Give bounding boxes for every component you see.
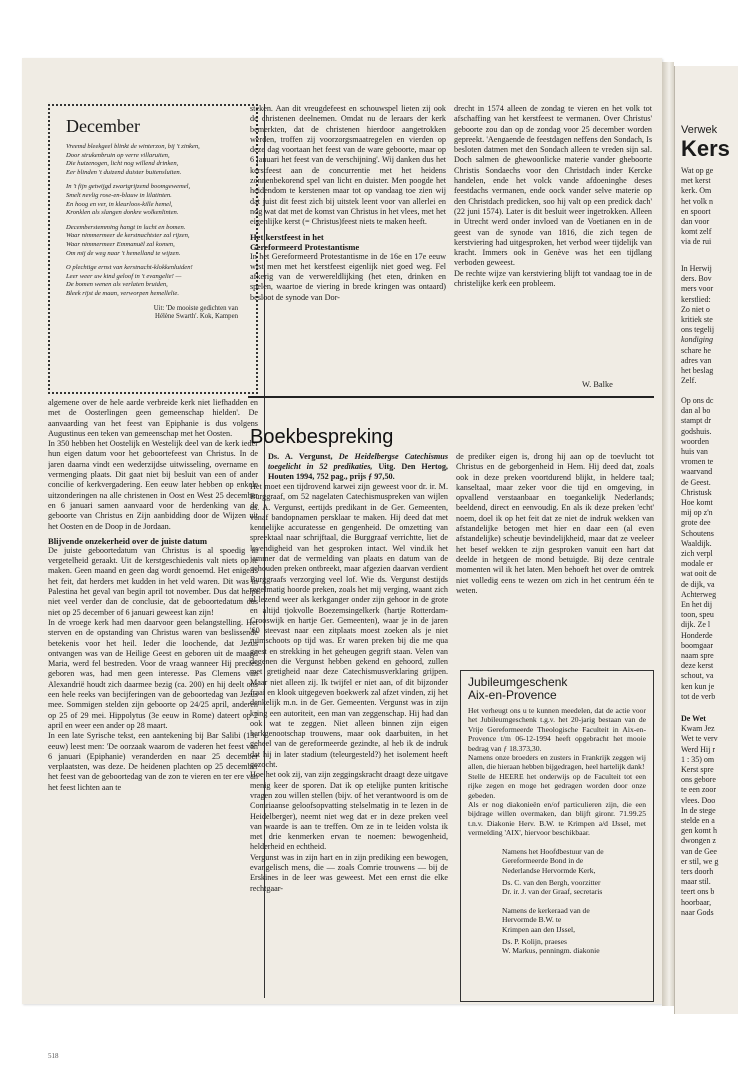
text-line: te een zoor <box>681 785 717 795</box>
text-line: het volk n <box>681 196 713 206</box>
text-line: toon, speu <box>681 610 714 620</box>
poem-credit-line: Hélène Swarth'. Kok, Kampen <box>155 313 238 321</box>
section-heading: Blijvende onzekerheid over de juiste datum <box>48 535 208 546</box>
poem-line: Leer weer uw kind geloof in 't evangelie! — <box>66 272 182 280</box>
text-line: vromen te <box>681 457 714 467</box>
text-line: Kwam Jez <box>681 724 715 734</box>
next-page-fragment <box>674 66 738 1014</box>
poem-line: De bomen wenen als verlaten bruiden, <box>66 281 168 289</box>
column-3-text <box>454 104 652 364</box>
signature-line: Dr. ir. J. van der Graaf, secretaris <box>502 887 603 897</box>
book-author: Ds. A. Vergunst, <box>268 452 339 461</box>
text-line: met kerst <box>681 176 711 186</box>
page-number: 518 <box>48 1052 59 1060</box>
poem-stanza <box>66 224 248 258</box>
poem-line: Decemberstemming hangt in lucht en bomen. <box>66 223 186 231</box>
poem-line: Die huizenogen, licht nog willend drinken, <box>66 160 179 168</box>
book-review-column-1 <box>250 452 448 1000</box>
text-line: dijk. Ze l <box>681 620 711 630</box>
signature-line: Namens de kerkeraad van de <box>502 905 590 915</box>
next-page-text <box>681 396 717 702</box>
text-line: schare he <box>681 345 711 355</box>
text-line: modale er <box>681 559 713 569</box>
text-line: Zo niet o <box>681 304 710 314</box>
signature-block <box>502 847 646 897</box>
text-line: via de rui <box>681 237 712 247</box>
text-line: wat ooit de <box>681 569 717 579</box>
next-page-kicker: Verwek <box>681 124 718 136</box>
text-line: kritiek ste <box>681 315 713 325</box>
book-gutter <box>662 62 674 1006</box>
column-1-text <box>48 398 258 998</box>
book-citation <box>250 452 448 482</box>
poem-line: En hoog en ver, in kleurloos-kille hemel, <box>66 200 173 208</box>
section-rule <box>248 396 654 398</box>
poem-title: December <box>66 116 140 136</box>
text-line: en spoort <box>681 206 711 216</box>
paragraph: Het verheugt ons u te kunnen meedelen, dat de actie voor het Jubileumgeschenk t.g.v. het 20-jarig bestaan van de Vrije Gereformeerde Theologische Faculteit in Aix-en-Provence t/m 06-12-1994 heeft opgebracht het mooie bedrag van ƒ 18.373,30. <box>468 706 646 753</box>
poem-line: Om mij de weg naar 't hemelland te wijzen. <box>66 249 181 257</box>
text-line: Christusk <box>681 487 712 497</box>
poem-line: Bleek rijst de maan, verworpen hemellelie. <box>66 289 179 297</box>
text-line: naam spre <box>681 651 714 661</box>
text-line: Hoe komt <box>681 498 713 508</box>
jubileum-title-line: Jubileumgeschenk <box>468 675 568 689</box>
signature-line: Hervormde B.W. te <box>502 915 562 925</box>
paragraph: de prediker eigen is, drong hij aan op de toevlucht tot Christus en de geborgenheid in Hem. Hij deed dat, zoals ook in deze preken voortdurend blijkt, in heldere taal; kanseltaal, maar zeker voor die tijd en omgeving, in opvallend verstaanbaar en toegankelijk Nederlands; beeldend, direct en eenvoudig. En als ik deze preken 'echt' noem, doel ik op het feit dat ze niet de indruk wekken van afstandelijke betogen met hier en daar een (al even afstandelijke) scheutje bevindelijkheid, maar dat ze veeleer het besef wekken te zijn gesproken vanuit een hart dat deelde in hetgeen de mond betuigde. Bij deze centrale momenten wil ik het laten. Men behoeft het over de omtrek niet volledig eens te wezen om zich in het centrum één te weten. <box>456 452 654 595</box>
poem-line: Kronklen als slangen donkre wolkenlinten. <box>66 209 179 217</box>
poem-line: Waar nimmermeer Emmanuël zal komen, <box>66 240 175 248</box>
text-line: maar stil. <box>681 877 711 887</box>
signature-line: Krimpen aan den IJssel, <box>502 924 575 934</box>
text-line: het beslag <box>681 366 714 376</box>
text-line: Kerst spre <box>681 765 714 775</box>
text-line: 1 : 35) om <box>681 754 715 764</box>
text-line: kondiging <box>681 335 713 345</box>
signature-block <box>502 906 646 956</box>
paragraph: drecht in 1574 alleen de zondag te vieren en het volk tot afschaffing van het kerstfeest te vermanen. Over Christus' geboorte zou dan op de zondag voor 25 december worden gepreekt. 'Aengaende de feestdagen neffens den Sondach, Is besloten datmen met den Sondach alleen te vreden sijn sal. Doch salmen de ghewoonlicke materie vander gheboorte Christis Sondaechs voor den Christdach inder Kercke handelen, ende het volck vande afdoeninghe deses feestdachs vermanen, ende oock vander selve materie op den Christdach predicken, soo hij valt op een predick dach' (22 juni 1574). Later is dit besluit weer ingetrokken. Alleen in Utrecht werd onder invloed van de Voetianen en in de geest van de synode van 1816, die zich tegen de kerstviering had uitgesproken, het verbod weer tijdelijk van kracht. Immers ook in Genève was het een tijdlang verboden geweest. <box>454 104 652 268</box>
signature-line: Namens het Hoofdbestuur van de <box>502 846 604 856</box>
text-line: In de stege <box>681 805 716 815</box>
paragraph: Namens onze broeders en zusters in Frankrijk zeggen wij allen, die hieraan hebben bijgedragen, heel hartelijk dank! <box>468 753 646 772</box>
poem-stanza <box>66 143 248 177</box>
text-line: stampt dr <box>681 416 711 426</box>
text-line: adres van <box>681 355 712 365</box>
text-line: ken kun je <box>681 681 715 691</box>
text-line: huis van <box>681 447 708 457</box>
text-line: En het dij <box>681 600 713 610</box>
paragraph: Als er nog diakonieën en/of particulieren zijn, die een bijdrage willen overmaken, dan blijft gironr. 71.99.25 t.n.v. Diakonie Herv. B.W. te Krimpen a/d IJssel, met vermelding 'AIX', hiervoor beschikbaar. <box>468 800 646 838</box>
poem-line: Door strukenbruin op verre villaruiten, <box>66 151 170 159</box>
next-page-text <box>681 714 718 918</box>
poem-stanza <box>66 264 248 298</box>
text-line: woorden <box>681 436 709 446</box>
text-line: godshuis. <box>681 426 712 436</box>
paragraph: De rechte wijze van kerstviering blijft tot vandaag toe in de christelijke kerk een probleem. <box>454 268 652 289</box>
jubileum-title-line: Aix-en-Provence <box>468 688 557 702</box>
text-line: ters doorh <box>681 867 714 877</box>
text-line: gen komt h <box>681 826 717 836</box>
paragraph: Vergunst was in zijn hart en in zijn prediking een bewogen, evangelisch mens, die — zoals Comrie trouwens — bij de Erskines in de leer was geweest. Met een ernst die elke rechtgaar- <box>250 852 448 893</box>
next-page-subhead: De Wet <box>681 714 706 723</box>
text-line: de dijk, va <box>681 579 715 589</box>
text-line: Wat op ge <box>681 166 714 175</box>
text-line: vlees. Doo <box>681 795 716 805</box>
poem-line: Smelt nevlig rose-en-blauw in lilatinten. <box>66 191 172 199</box>
paragraph: In een late Syrische tekst, een aantekening bij Bar Salibi (13e eeuw) leest men: 'De oorzaak waarom de vaderen het feest van 6 januari (Epiphanie) veranderden en naar 25 december verplaatsten, was deze. De heidenen plachten op 25 december het feest van de geboortedag van de zon te vieren en ter ere van het feest lichten aan te <box>48 731 258 792</box>
text-line: zich verpl <box>681 549 713 559</box>
article-author: W. Balke <box>582 380 613 389</box>
text-line: Waaldijk. <box>681 538 712 548</box>
text-line: de Geest. <box>681 477 711 487</box>
paragraph: De juiste geboortedatum van Christus is al spoedig in vergetelheid geraakt. Uit de kerstgeschiedenis valt niets op te maken. Geen maand en geen dag wordt genoemd. Het enige is het feit, dat herders met kudden in het veld waren. Dit was in Palestina het geval van begin april tot november. Dus dat helpt niet veel verder dan de conclusie, dat de geboortedatum dus niet op 25 december of 6 januari geweest kan zijn! <box>48 545 258 617</box>
text-line: Honderde <box>681 630 713 640</box>
text-line: kerk. Om <box>681 186 712 196</box>
poem-credit <box>58 305 238 322</box>
jubileum-title <box>468 676 646 702</box>
text-line: van de Gee <box>681 846 717 856</box>
text-line: Werd Hij r <box>681 744 716 754</box>
book-title: De Heidelbergse Catechismus toegelicht in 52 predikaties, <box>268 452 448 471</box>
book-review-heading: Boekbespreking <box>250 426 394 448</box>
signature-line: Gereformeerde Bond in de <box>502 856 584 866</box>
text-line: grote dee <box>681 518 711 528</box>
book-publisher: Uitg. Den Hertog, Houten 1994, 752 pag., prijs ƒ 97,50. <box>268 462 448 481</box>
paragraph: Hoe het ook zij, van zijn zeggingskracht draagt deze uitgave menig keer de sporen. Dat ik op etelijke punten kritische vragen zou willen stellen (bijv. of het verantwoord is om de Comriaanse geloofsopvatting stelselmatig in te lezen in de Heidelberger), neemt niet weg dat er in deze preken veel van waarde is aan te treffen. Om ze in te leiden volsta ik met drie kenmerken ervan te noemen: bewogenheid, helderheid en echtheid. <box>250 770 448 852</box>
text-line: boomgaar <box>681 640 713 650</box>
text-line: ons tegelij <box>681 325 715 335</box>
signature-line: W. Markus, penningm. diakonie <box>502 946 600 956</box>
signature-line: Nederlandse Hervormde Kerk, <box>502 865 596 875</box>
poem-box <box>48 104 258 394</box>
paragraph: In het Gereformeerd Protestantisme in de 16e en 17e eeuw wist men met het kerstfeest eigenlijk niet goed weg. Fel afkerig van de verwereldlijking (het eten, drinken en spelen, waartoe de viering in brede kringen was ontaard) besloot de synode van Dor- <box>250 251 446 302</box>
text-line: ons gebore <box>681 775 716 785</box>
text-line: schout, va <box>681 671 714 681</box>
text-line: mij op z'n <box>681 508 713 518</box>
poem-credit-line: Uit: 'De mooiste gedichten van <box>153 304 238 312</box>
text-line: tot de verb <box>681 691 716 701</box>
poem-line: O plechtige ernst van kerstnacht-klokkenluiden! <box>66 264 193 272</box>
text-line: dwongen z <box>681 836 716 846</box>
poem-line: Vreemd bleekgeel blinkt de winterzon, bij 't zinken, <box>66 143 200 150</box>
text-line: Zelf. <box>681 376 697 386</box>
paragraph: In de vroege kerk had men daarvoor geen belangstelling. Het sterven en de opstanding van Christus waren van beslissende betekenis voor het heil. Ieder die loochende, dat Jezus ontvangen was van de Heilige Geest en geboren uit de maagd Maria, werd fel bestreden. Voor de vraag wanneer Hij precies geboren was, had men geen interesse. Pas Clemens van Alexandrië houdt zich daarmee bezig (ca. 200) en hij deelt ons een hele reeks van becijferingen van de geboortedag van Jezus mee. Sommigen stelden zijn geboorte op 24/25 april, anderen op 25 of 29 mei. Hippolytus (3e eeuw in Rome) dateert op 2 april en weer een ander op 28 maart. <box>48 617 258 730</box>
text-line: In Herwij <box>681 264 712 273</box>
paragraph: In 350 hebben het Oostelijk en Westelijk deel van de kerk ieder hun eigen datum voor het geboortefeest van Christus. In de jaren daarna vindt een wederzijdse uitwisseling, overname en vermenging plaats. Dit gaat niet bij besluit van een of ander concilie of kerkvergadering. Een eeuw later hebben op enkele uitzonderingen na alle christenen in Oost en West 25 december en 6 januari samen aanvaard voor de herdenking van de geboorte van Christus en Zijn aanbidding door de Wijzen uit het Oosten en de Doop in de Jordaan. <box>48 439 258 531</box>
paragraph: algemene over de hele aarde verbreide kerk niet liefhadden en met de Oosterlingen geen gemeenschap hielden'. De aanvaarding van het feest van Epiphanie is dus volgens Augustinus een teken van gemeenschap met het Oosten. <box>48 398 258 438</box>
poem-line: Waar nimmermeer de kerstnachtster zal rijzen, <box>66 232 190 240</box>
text-line: dan al bo <box>681 406 711 416</box>
paragraph: steken. Aan dit vreugdefeest en schouwspel lieten zij ook de christenen deelnemen. Omdat nu de leraars der kerk bemerkten, dat de christenen hierdoor aangetrokken werden, troffen zij voorzorgsmaatregelen en vierden op deze dag voortaan het feest van de ware geboorte, maar op 6 januari het feest van de verschijning'. Wij danken dus het kerstfeest aan de concurrentie met het heidens zonnenbekorend spel van licht en duister. Men poogde het heidendom te kerstenen maar tot op vandaag toe zien wij dat juist dit feest zich bij uitstek leent voor van allerlei en nog wat dat met de komst van Christus in het vlees, met het eigenlijke kerst (= Christus)feest niets te maken heeft. <box>250 104 446 227</box>
text-line: stelde en a <box>681 816 715 826</box>
section-heading: Gereformeerd Protestantisme <box>250 241 360 252</box>
text-line: Schoutens <box>681 528 714 538</box>
text-line: deze kerst <box>681 661 714 671</box>
signature-line: Ds. C. van den Bergh, voorzitter <box>502 877 601 887</box>
text-line: teert ons b <box>681 887 715 897</box>
next-page-text <box>681 166 713 248</box>
book-review-column-2 <box>456 452 654 652</box>
text-line: naar Gods <box>681 907 714 917</box>
text-line: Achterweg <box>681 589 717 599</box>
text-line: kerstlied: <box>681 294 711 304</box>
text-line: waarvand <box>681 467 713 477</box>
text-line: Wet te verv <box>681 734 718 744</box>
poem-line: Eer blinden 't duizend duister buitensluiten. <box>66 168 182 176</box>
paragraph: Het moet een tijdrovend karwei zijn geweest voor dr. ir. M. Burggraaf, om 52 nagelaten Catechismuspreken van wijlen ds. A. Vergunst, eertijds predikant in de Ger. Gemeenten, vanaf bandopnamen persklaar te maken. Hij deed dat met kennelijke accuratesse en gengenheid. De omzetting van spreektaal naar schrijftaal, die Burggraaf verrichtte, liet de levendigheid van het gesproken intact. Wel vind.ik het jammer dat de vermelding van plaats en datum van de gehouden preken ontbreekt, maar afgezien daarvan verdient Burggraafs verzorging veel lof. Wie ds. Vergunst destijds regelmatig hoorde preken, zoals het mij verging, waant zich al lezend weer als kerkganger onder zijn gehoor in de grote en altijd tjokvolle Boezemsingelkerk (hartje Rotterdam-Crooswijk en hartje Ger. Gemeenten), waar je in de jaren '60 steevast naar een zitplaats moest zoeken als je niet ruimschoots op tijd was. Er waren preken bij die me qua geest en strekking in het geheugen gegrift staan. Velen van degenen die Vergunst hebben gekend en gehoord, zullen met gretigheid naar deze Catechismusverklaring grijpen. Maar niet alleen zij. Ik twijfel er niet aan, of dit bijzonder fraai en klook uitgegeven boekwerk zal afzet vinden, zij het denkelijk m.n. in de Ger. Gemeenten. Vergunst was in zijn kring een autoriteit, een man van zeggenschap. Hij had dan ook wat te zeggen. Niet alleen binnen zijn eigen kerkgenootschap trouwens, maar ook daarbuiten, in het geheel van de gereformeerde gezindte, al heb ik de indruk dat hij in later stadium (teleurgesteld?) het isolement heeft gezocht. <box>250 482 448 770</box>
text-line: dan voor <box>681 217 710 227</box>
next-page-text <box>681 264 714 386</box>
paragraph: Stelle de HEERE het onderwijs op de Faculteit tot een rijke zegen en moge het gedragen worden door onze gebeden. <box>468 771 646 800</box>
signature-line: Ds. P. Kolijn, praeses <box>502 936 567 946</box>
text-line: komt zelf <box>681 227 712 237</box>
next-page-heading: Kers <box>681 136 730 161</box>
section-heading: Het kerstfeest in het <box>250 231 324 242</box>
text-line: hoorbaar, <box>681 897 712 907</box>
jubileum-notice-box <box>460 670 654 1002</box>
poem-line: In 't fijn getwijgd zwartgrijzend boomgewemel, <box>66 183 191 191</box>
poem-stanza <box>66 183 248 217</box>
text-line: er stil, we g <box>681 856 719 866</box>
text-line: Op ons dc <box>681 396 714 405</box>
text-line: mers voor <box>681 284 714 294</box>
text-line: ders. Bov <box>681 274 712 284</box>
column-2-text <box>250 104 446 392</box>
magazine-page <box>22 58 662 1060</box>
